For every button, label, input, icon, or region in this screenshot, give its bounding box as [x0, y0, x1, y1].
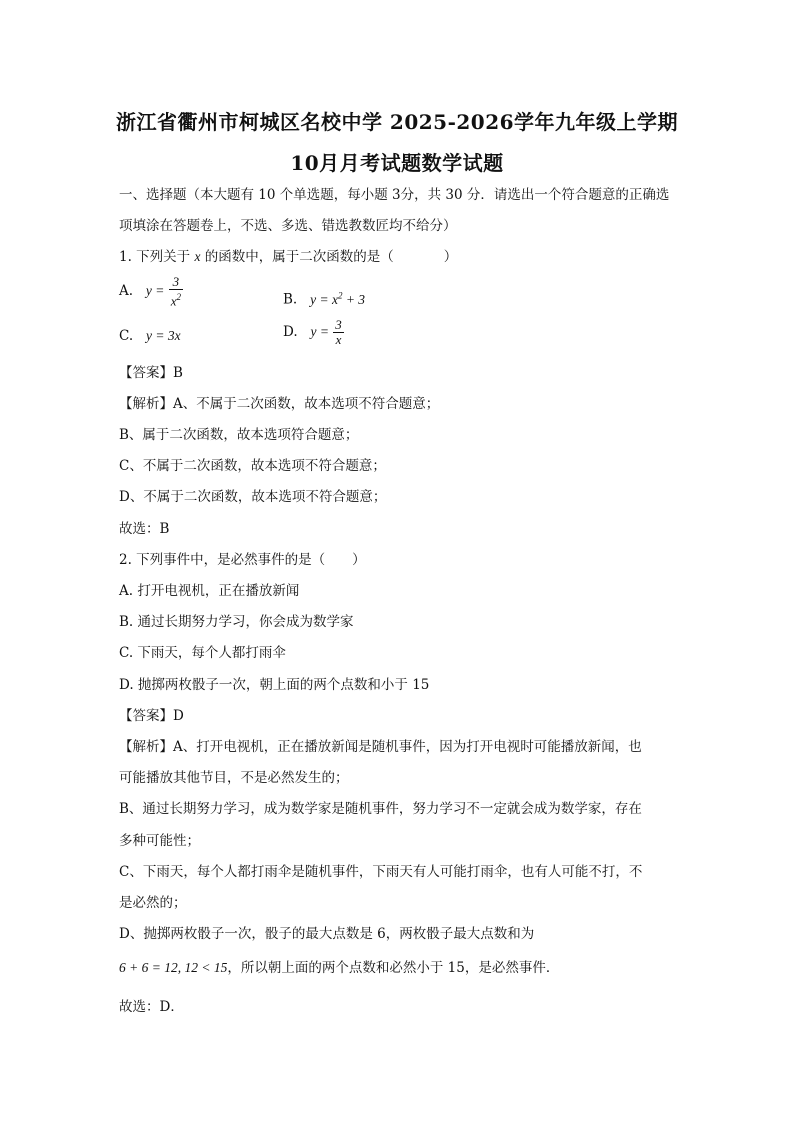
q1-stem-close: ） [443, 249, 458, 265]
q2-option-a: A. 打开电视机，正在播放新闻 [119, 583, 300, 599]
q2-analysis-line: 是必然的； [119, 895, 187, 911]
q1-option-b-label: B. [283, 291, 298, 308]
q1-option-b [283, 286, 365, 309]
q1-option-d-denominator: x [333, 332, 344, 347]
doc-title-line2: 10月月考试题数学试题 [290, 151, 504, 175]
q2-analysis-line: B、通过长期努力学习，成为数学家是随机事件，努力学习不一定就会成为数学家，存在 [119, 801, 642, 817]
section-instructions-line2: 项填涂在答题卷上，不选、多选、错选教数匠均不给分） [119, 218, 457, 234]
q1-option-d [283, 318, 344, 347]
q1-option-c-label: C. [119, 328, 134, 344]
q2-option-c: C. 下雨天，每个人都打雨伞 [119, 645, 286, 661]
q1-option-d-label: D. [283, 324, 298, 340]
q1-option-b-expr: $y = x^2 + 3$ [310, 290, 366, 307]
q2-analysis-line: 多种可能性； [119, 833, 200, 849]
q1-option-a-denominator: $x^2$ [169, 289, 183, 308]
q1-option-d-fraction [333, 318, 344, 347]
q1-option-a-lhs: y = [145, 283, 165, 299]
q1-option-c [119, 327, 181, 345]
q2-option-d: D. 抛掷两枚骰子一次，朝上面的两个点数和小于 15 [119, 677, 430, 693]
q1-option-d-numerator: 3 [335, 317, 342, 332]
q1-analysis-line: B、属于二次函数，故本选项符合题意； [119, 427, 359, 443]
q2-stem: 2. 下列事件中，是必然事件的是（ ） [119, 552, 366, 568]
q1-option-a-label: A. [119, 283, 134, 300]
q1-stem-variable: x [194, 249, 201, 264]
q2-analysis-line: 【解析】A、打开电视机，正在播放新闻是随机事件，因为打开电视时可能播放新闻，也 [119, 739, 642, 755]
q2-analysis-line: D、抛掷两枚骰子一次，骰子的最大点数是 6，两枚骰子最大点数和为 [119, 926, 535, 942]
q2-formula: 6 + 6 = 12, 12 < 15 [119, 960, 228, 975]
q1-option-a-numerator: 3 [172, 274, 180, 289]
q1-analysis-line: C、不属于二次函数，故本选项不符合题意； [119, 458, 386, 474]
doc-title-line1: 浙江省衢州市柯城区名校中学 2025-2026学年九年级上学期 [115, 110, 679, 134]
q2-answer: 【答案】D [119, 708, 184, 724]
q1-conclusion: 故选：B [119, 521, 170, 537]
q2-conclusion: 故选：D． [119, 999, 184, 1015]
q1-stem-text: 的函数中，属于二次函数的是（ [204, 249, 394, 265]
q2-analysis-line: C、下雨天，每个人都打雨伞是随机事件，下雨天有人可能打雨伞，也有人可能不打，不 [119, 864, 643, 880]
section-instructions-line1: 一、选择题（本大题有 10 个单选题，每小题 3分，共 30 分．请选出一个符合题意的正确选 [119, 187, 670, 203]
q2-option-b: B. 通过长期努力学习，你会成为数学家 [119, 614, 354, 630]
q2-formula-tail: ，所以朝上面的两个点数和必然小于 15，是必然事件． [227, 960, 560, 976]
q1-option-d-lhs: y = [310, 324, 329, 339]
q2-formula-line [119, 959, 559, 977]
q1-stem-prefix: 1. 下列关于 [119, 249, 191, 265]
q1-option-c-expr: y = 3x [146, 328, 181, 343]
q1-option-a-fraction [169, 275, 183, 308]
q1-analysis-line: 【解析】A、不属于二次函数，故本选项不符合题意； [119, 396, 440, 412]
q1-answer: 【答案】B [119, 365, 183, 381]
q1-option-a [119, 275, 183, 308]
q2-analysis-line: 可能播放其他节目，不是必然发生的； [119, 770, 349, 786]
q1-stem [119, 248, 457, 266]
q1-analysis-line: D、不属于二次函数，故本选项不符合题意； [119, 489, 387, 505]
